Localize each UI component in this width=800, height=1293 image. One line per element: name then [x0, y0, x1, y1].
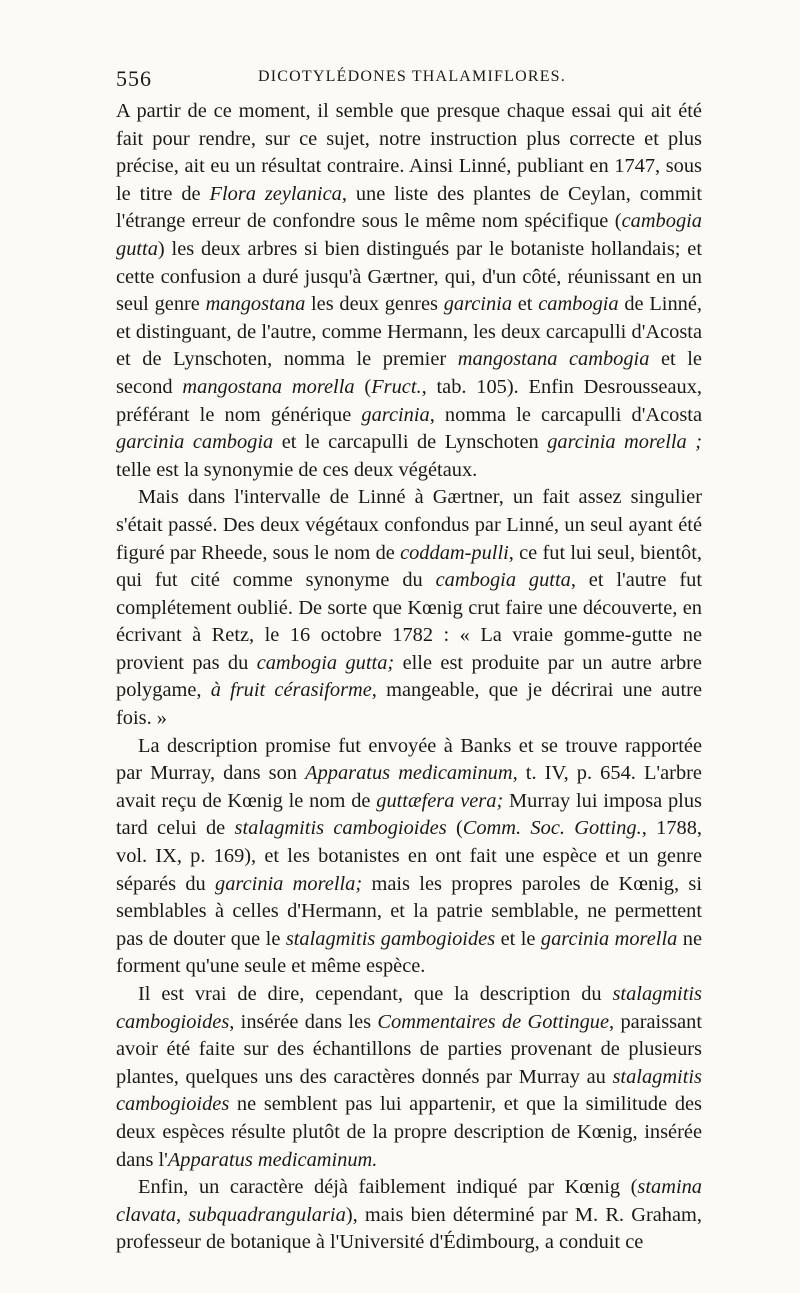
text-run: , t. IV, p. 654. L'arbre avait reçu de Kœnig le nom de — [116, 762, 702, 812]
italic-text: stamina clavata, subquadrangularia — [116, 1176, 702, 1226]
text-run: , insérée dans les — [229, 1010, 378, 1033]
text-run: les deux genres — [305, 293, 444, 316]
text-run: ( — [354, 375, 372, 398]
italic-text: coddam-pulli — [400, 541, 509, 564]
text-run: telle est la synonymie de ces deux végétaux. — [116, 458, 478, 481]
text-run: ne semblent pas lui appartenir, et que la similitude des deux espèces résulte plutôt de la propre description de Kœnig, insérée dans l' — [116, 1093, 702, 1171]
text-run: , paraissant avoir été faite sur des échantillons de parties provenant de plusieurs plantes, quelques uns des caractères donnés par Murray au — [116, 1010, 702, 1088]
text-run: Mais dans l'intervalle de Linné à Gærtner, un fait assez singulier s'était passé. Des deux végétaux confondus par Linné, un seul ayant été figuré par Rheede, sous le nom de — [116, 486, 702, 564]
text-run: de Linné, et distinguant, de l'autre, comme Hermann, les deux carcapulli d'Acosta et de Lynschoten, nomma le premier — [116, 293, 702, 371]
italic-text: guttæfera vera; — [376, 789, 504, 812]
italic-text: stalagmitis cambogioides — [116, 1065, 702, 1116]
text-run: et — [512, 293, 539, 316]
italic-text: Apparatus medicaminum. — [167, 1148, 378, 1171]
italic-text: garcinia morella; — [215, 872, 363, 895]
italic-text: garcinia morella — [540, 927, 678, 950]
italic-text: cambogia gutta — [435, 569, 571, 592]
page-number: 556 — [116, 66, 152, 91]
italic-text: stalagmitis cambogioides — [116, 983, 702, 1033]
paragraph-5 — [116, 1174, 702, 1257]
text-run: , tab. 105). Enfin Desrousseaux, préférant le nom générique — [116, 375, 703, 426]
text-run: , et l'autre fut complétement oublié. De sorte que Kœnig crut faire une découverte, en écrivant à Retz, le 16 octobre 1782 : « La vraie gomme-gutte ne provient pas du — [116, 569, 702, 674]
text-run: ) les deux arbres si bien distingués par le botaniste hollandais; et cette confusion a duré jusqu'à Gærtner, qui, d'un côté, réunissant en un seul genre — [116, 237, 702, 316]
italic-text: mangostana morella — [182, 375, 355, 398]
italic-text: Commentaires de Gottingue — [377, 1010, 610, 1033]
italic-text: garcinia cambogia — [116, 431, 274, 454]
italic-text: garcinia — [443, 293, 513, 316]
italic-text: à fruit cérasiforme — [210, 679, 372, 702]
text-run: ne forment qu'une seule et même espèce. — [116, 927, 702, 978]
body-text — [116, 98, 702, 1257]
text-run: , ce fut lui seul, bientôt, qui fut cité comme synonyme du — [116, 541, 702, 592]
italic-text: cambogia — [538, 293, 619, 316]
text-run: , 1788, vol. IX, p. 169), et les botanistes en ont fait une espèce et un genre séparés du — [116, 817, 703, 895]
text-run: , une liste des plantes de Ceylan, commit l'étrange erreur de confondre sous le même nom spécifique ( — [116, 182, 703, 233]
text-run: et le — [495, 927, 541, 950]
text-run: ), mais bien déterminé par M. R. Graham, professeur de botanique à l'Université d'Édimbourg, a conduit ce — [116, 1203, 702, 1254]
paragraph-1 — [116, 98, 702, 484]
text-run: et le second — [116, 348, 702, 398]
italic-text: stalagmitis gambogioides — [285, 927, 496, 950]
italic-text: mangostana — [205, 293, 306, 316]
italic-text: Comm. Soc. Gotting. — [462, 817, 642, 840]
text-run: Enfin, un caractère déjà faiblement indiqué par Kœnig ( — [138, 1176, 638, 1199]
page-header — [116, 66, 702, 94]
italic-text: stalagmitis cambogioides — [234, 817, 447, 840]
text-run: A partir de ce moment, il semble que presque chaque essai qui ait été fait pour rendre, sur ce sujet, notre instruction plus correcte et plus précise, ait eu un résultat contraire. Ainsi Linné, publiant en 1747, sous le titre de — [116, 100, 702, 205]
italic-text: garcinia morella ; — [547, 431, 702, 454]
text-run: ( — [446, 817, 463, 840]
paragraph-3 — [116, 733, 702, 981]
text-run: Murray lui imposa plus tard celui de — [116, 789, 702, 840]
text-run: elle est produite par un autre arbre polygame, — [116, 651, 702, 702]
text-run: mais les propres paroles de Kœnig, si semblables à celles d'Hermann, et la patrie semblable, ne permettent pas de douter que le — [116, 872, 702, 950]
text-run: Il est vrai de dire, cependant, que la description du — [138, 983, 613, 1005]
paragraph-4 — [116, 981, 702, 1174]
text-run: , mangeable, que je décrirai une autre fois. » — [116, 679, 703, 730]
italic-text: cambogia gutta; — [256, 651, 395, 674]
italic-text: Fruct. — [371, 375, 422, 398]
text-run: et le carcapulli de Lynschoten — [273, 431, 548, 454]
italic-text: garcinia — [361, 403, 430, 426]
italic-text: Flora zeylanica — [209, 182, 342, 205]
italic-text: cambogia gutta — [116, 210, 702, 260]
italic-text: mangostana cambogia — [457, 348, 650, 371]
running-title: DICOTYLÉDONES THALAMIFLORES. — [258, 68, 566, 85]
text-run: , nomma le carcapulli d'Acosta — [429, 403, 702, 426]
text-run: La description promise fut envoyée à Banks et se trouve rapportée par Murray, dans son — [116, 734, 702, 785]
italic-text: Apparatus medicaminum — [305, 762, 513, 785]
paragraph-2 — [116, 484, 702, 732]
